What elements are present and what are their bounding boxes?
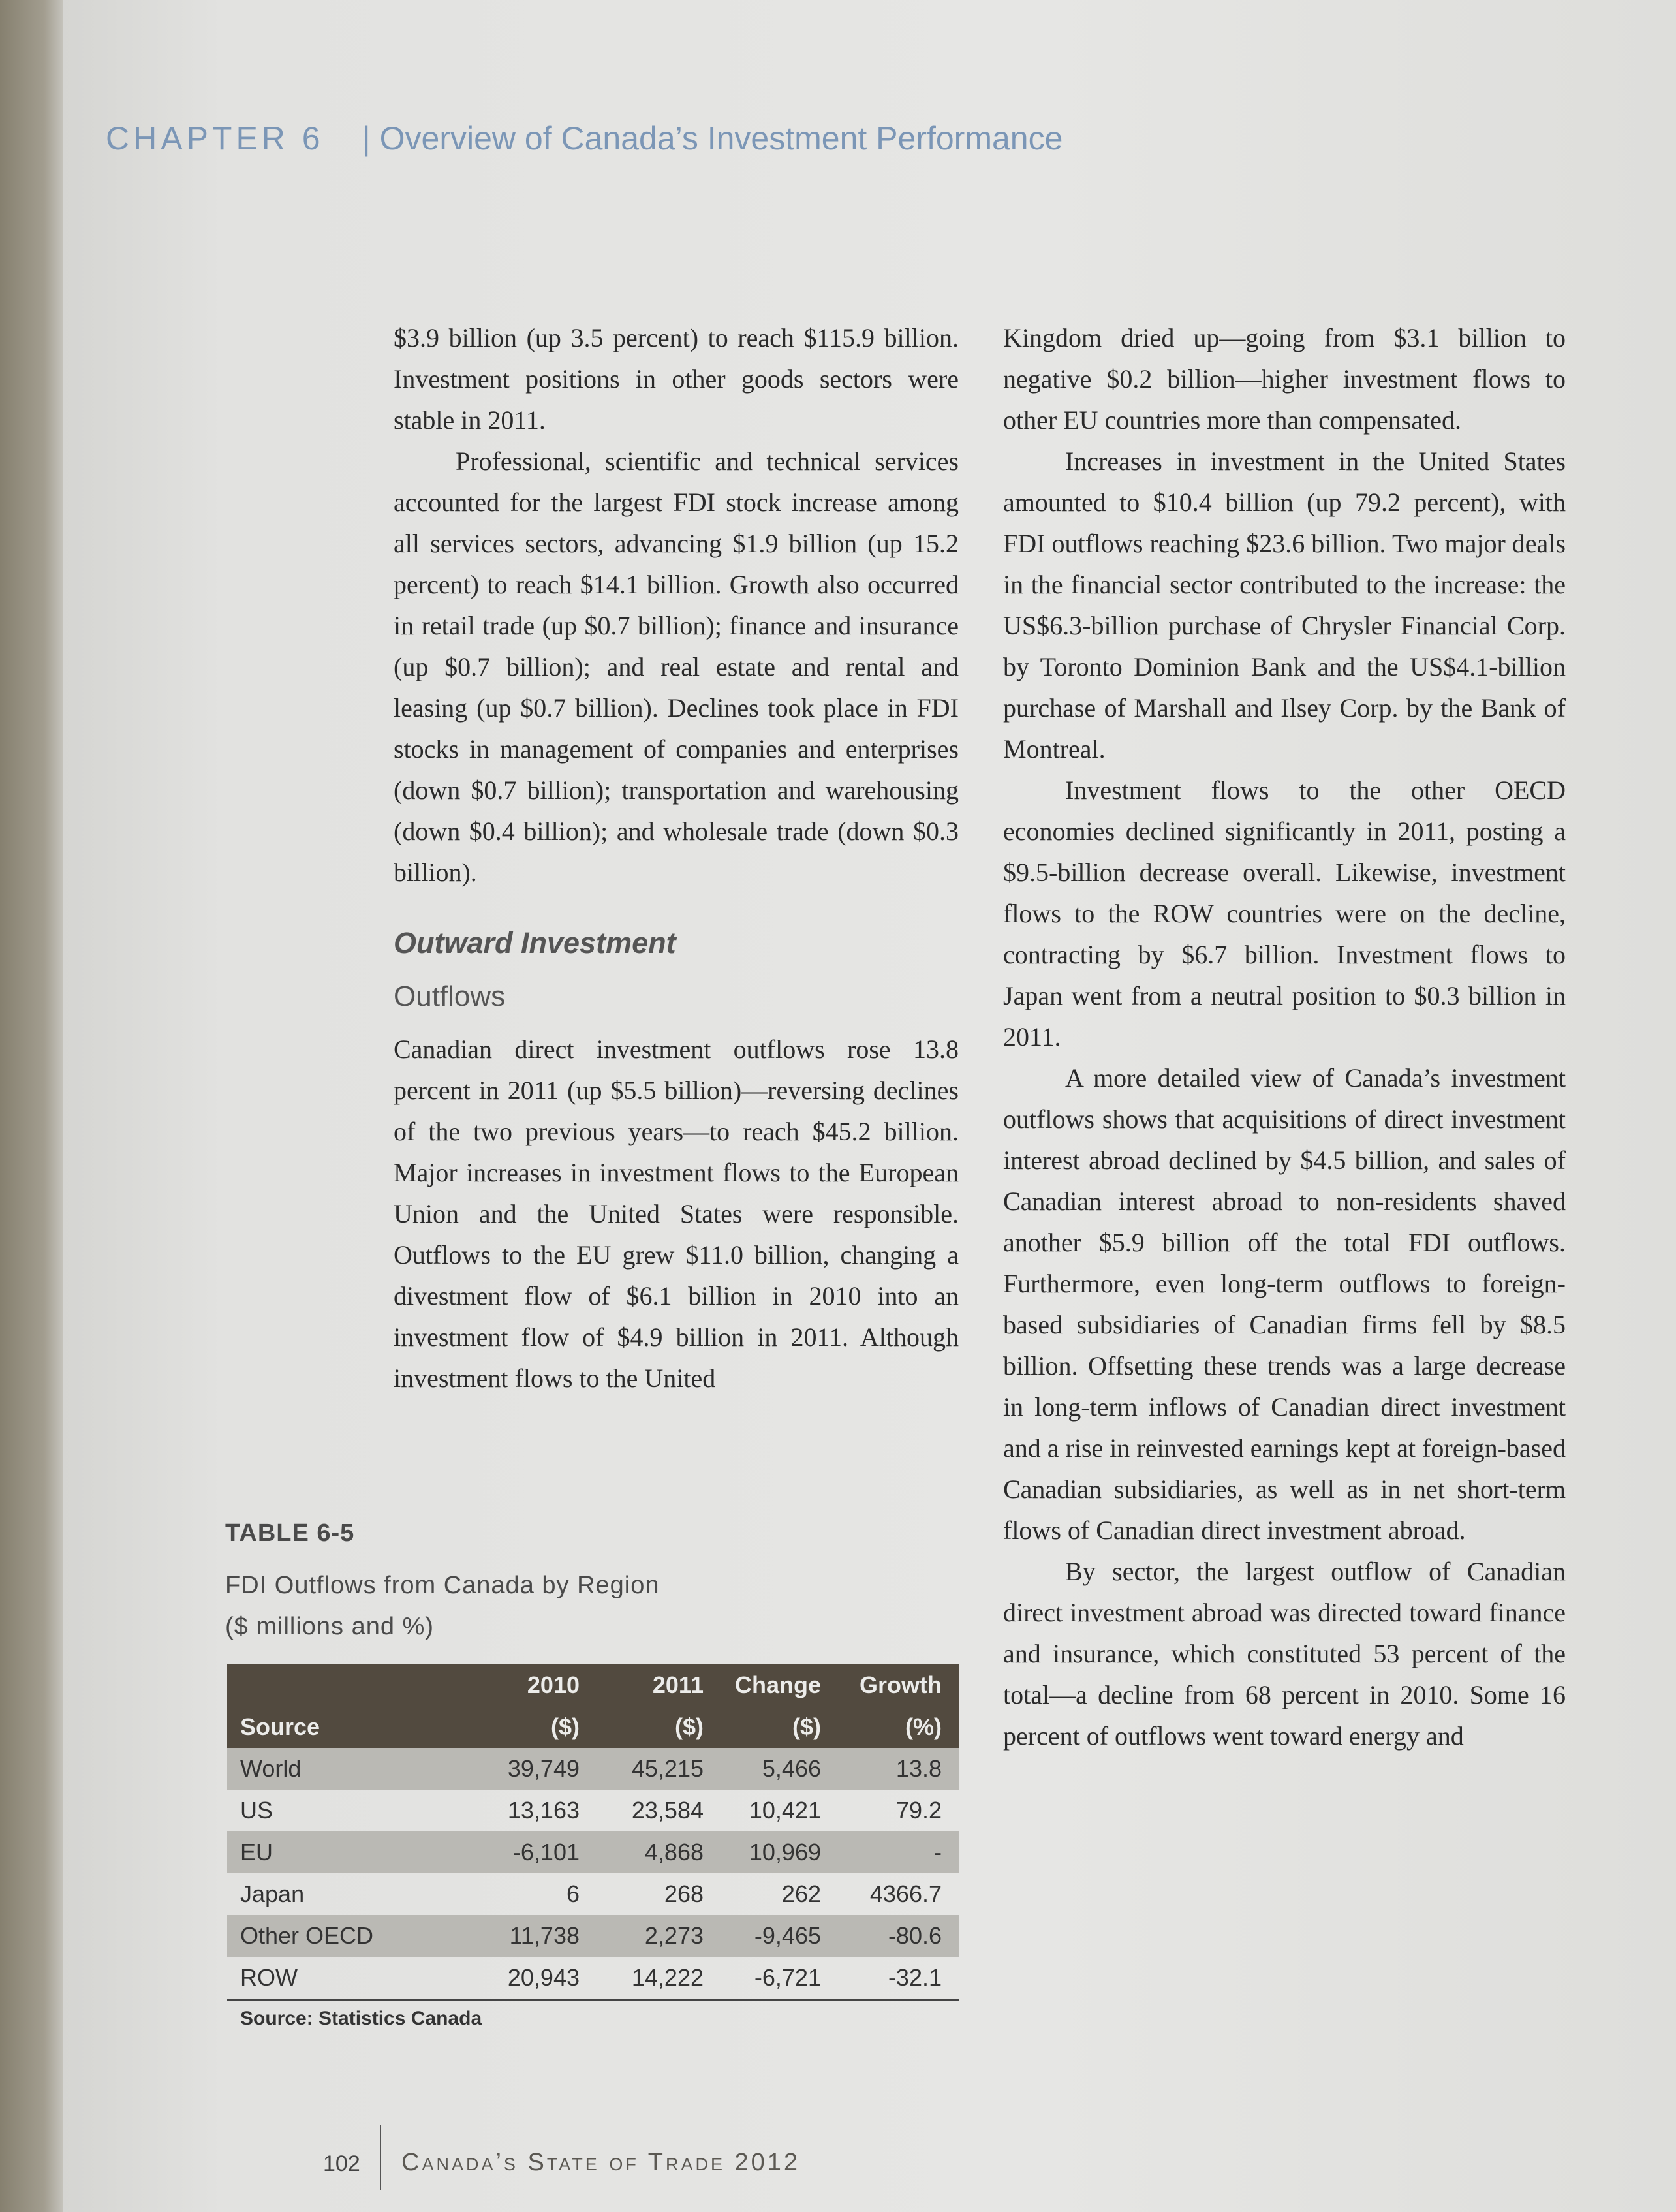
table-row xyxy=(227,1873,959,1915)
table-cell: 4,868 xyxy=(644,1839,704,1865)
table-cell: -6,101 xyxy=(512,1839,580,1865)
table-title-line: ($ millions and %) xyxy=(225,1613,434,1640)
header-cell: Change xyxy=(734,1672,821,1698)
paragraph: Professional, scientific and technical services accounted for the largest FDI stock increase among all services sectors, advancing $1.9 billion (up 15.2 percent) to reach $14.1 billion. Growth also occurred in retail trade (up $0.7 billion); finance and insurance (up $0.7 billion); and real estate and rental and leasing (up $0.7 billion). Declines took place in FDI stocks in management of companies and enterprises (down $0.7 billion); transportation and warehousing (down $0.4 billion); and wholesale trade (down $0.3 billion). xyxy=(394,446,959,887)
fdi-outflows-table xyxy=(227,1664,959,2001)
table-cell: 11,738 xyxy=(509,1922,580,1949)
table-row xyxy=(227,1748,959,1790)
row-label: Japan xyxy=(240,1880,305,1907)
table-cell: 6 xyxy=(566,1880,580,1907)
header-cell: 2011 xyxy=(652,1672,704,1698)
header-cell: ($) xyxy=(792,1713,821,1740)
chapter-title: Overview of Canada’s Investment Performance xyxy=(379,120,1063,157)
table-cell: -9,465 xyxy=(754,1922,821,1949)
header-cell: Growth xyxy=(860,1672,942,1698)
table-header-row xyxy=(227,1706,959,1748)
table-cell: -80.6 xyxy=(888,1922,942,1949)
table-cell: 14,222 xyxy=(631,1964,704,1991)
paragraph: A more detailed view of Canada’s investment outflows shows that acquisitions of direct investment interest abroad declined by $4.5 billion, and sales of Canadian interest abroad to non-residents shaved another $5.9 billion off the total FDI outflows. Furthermore, even long-term outflows to foreign-based subsidiaries of Canadian firms fell by $8.5 billion. Offsetting these trends was a large decrease in long-term inflows of Canadian direct investment and a rise in reinvested earnings kept at foreign-based Canadian subsidiaries, as well as in net short-term flows of Canadian direct investment abroad. xyxy=(1003,1063,1566,1545)
table-source-note: Source: Statistics Canada xyxy=(240,2008,482,2029)
table-cell: 13,163 xyxy=(507,1797,580,1824)
footer-divider xyxy=(380,2125,381,2190)
header-cell: (%) xyxy=(905,1713,942,1740)
table-title xyxy=(225,1565,660,1647)
text-column-left xyxy=(394,317,959,1399)
row-label: US xyxy=(240,1797,273,1824)
paragraph: Investment flows to the other OECD economies declined significantly in 2011, posting a $9.5-billion decrease overall. Likewise, investment flows to the ROW countries were on the decline, contracting by $6.7 billion. Investment flows to Japan went from a neutral position to $0.3 billion in 2011. xyxy=(1003,775,1566,1051)
table-cell: 10,421 xyxy=(749,1797,821,1824)
paragraph: $3.9 billion (up 3.5 percent) to reach $115.9 billion. Investment positions in other goods sectors were stable in 2011. xyxy=(394,323,959,435)
table-cell: 20,943 xyxy=(507,1964,580,1991)
table-cell: 79.2 xyxy=(895,1797,942,1824)
page-number: 102 xyxy=(323,2151,360,2176)
table-cell: 268 xyxy=(664,1880,704,1907)
table-cell: 13.8 xyxy=(895,1755,942,1782)
table-cell: 5,466 xyxy=(762,1755,821,1782)
paragraph: Kingdom dried up—going from $3.1 billion to negative $0.2 billion—higher investment flows to other EU countries more than compensated. xyxy=(1003,323,1566,435)
row-label: World xyxy=(240,1755,302,1782)
table-cell: -32.1 xyxy=(888,1964,942,1991)
table-title-line: FDI Outflows from Canada by Region xyxy=(225,1572,660,1599)
running-title: Canada’s State of Trade 2012 xyxy=(401,2149,801,2176)
paragraph: Canadian direct investment outflows rose 13.8 percent in 2011 (up $5.5 billion)—reversing declines of the two previous years—to reach $45.2 billion. Major increases in investment flows to the European Union and the United States were responsible. Outflows to the EU grew $11.0 billion, changing a divestment flow of $6.1 billion in 2010 into an investment flow of $4.9 billion in 2011. Although investment flows to the United xyxy=(394,1035,959,1393)
table-header-row xyxy=(227,1664,959,1706)
row-label: EU xyxy=(240,1839,273,1865)
table-header xyxy=(227,1664,959,1748)
chapter-separator: | xyxy=(362,120,371,157)
table-cell: 4366.7 xyxy=(869,1880,942,1907)
row-label: Other OECD xyxy=(240,1922,374,1949)
table-row xyxy=(227,1915,959,1957)
header-cell: 2010 xyxy=(527,1672,580,1698)
text-column-right xyxy=(1003,317,1566,1756)
table-row xyxy=(227,1831,959,1873)
table-cell: 45,215 xyxy=(631,1755,704,1782)
table-cell: 2,273 xyxy=(644,1922,704,1949)
table-label: TABLE 6-5 xyxy=(225,1519,355,1547)
book-spine xyxy=(0,0,63,2212)
table-cell: 23,584 xyxy=(631,1797,704,1824)
table-cell: 39,749 xyxy=(507,1755,580,1782)
header-cell: ($) xyxy=(675,1713,704,1740)
section-heading: Outward Investment xyxy=(394,926,676,959)
chapter-number: CHAPTER 6 xyxy=(106,120,324,157)
subsection-heading: Outflows xyxy=(394,980,506,1012)
table-row xyxy=(227,1790,959,1831)
header-cell: Source xyxy=(240,1713,320,1740)
paragraph: Increases in investment in the United States amounted to $10.4 billion (up 79.2 percent), with FDI outflows reaching $23.6 billion. Two major deals in the financial sector contributed to the increase: the US$6.3-billion purchase of Chrysler Financial Corp. by Toronto Dominion Bank and the US$4.1-billion purchase of Marshall and Ilsey Corp. by the Bank of Montreal. xyxy=(1003,446,1566,764)
table-cell: 10,969 xyxy=(749,1839,821,1865)
chapter-header xyxy=(106,119,1280,157)
table-cell: 262 xyxy=(781,1880,821,1907)
table-cell: - xyxy=(934,1839,942,1865)
paragraph: By sector, the largest outflow of Canadian direct investment abroad was directed toward finance and insurance, which constituted 53 percent of the total—a decline from 68 percent in 2010. Some 16 percent of outflows went toward energy and xyxy=(1003,1557,1566,1751)
header-cell: ($) xyxy=(551,1713,580,1740)
table-cell: -6,721 xyxy=(754,1964,821,1991)
row-label: ROW xyxy=(240,1964,298,1991)
table-row xyxy=(227,1957,959,2001)
